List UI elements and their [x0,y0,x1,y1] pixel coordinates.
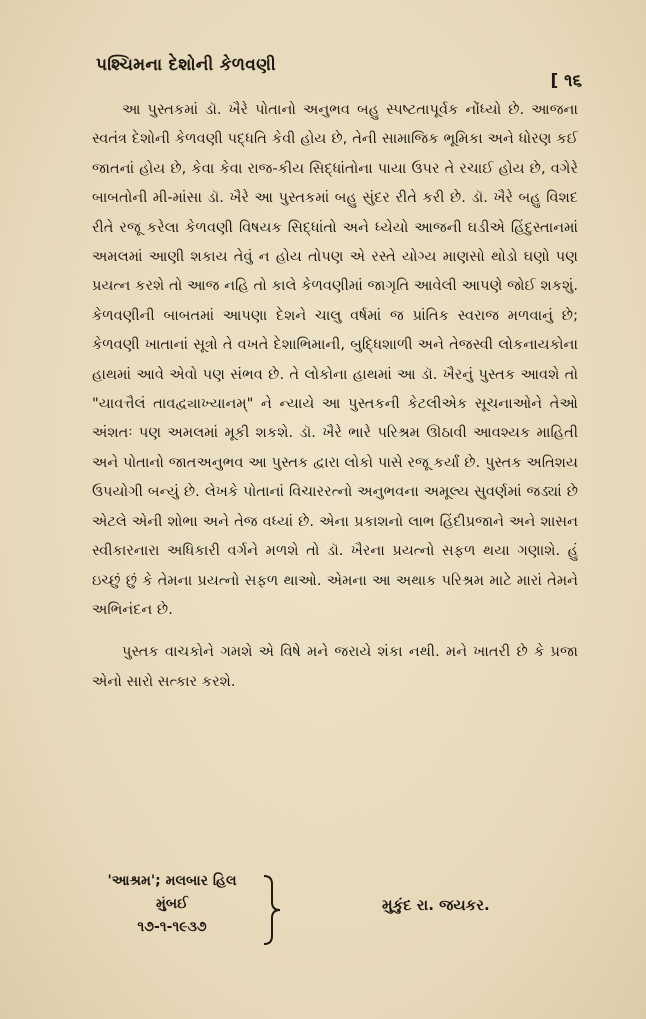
place-city: મુંબઈ [156,896,188,912]
place-date-block [92,870,252,939]
place-address: 'આશ્રમ'; મલબાર હિલ [107,873,237,889]
paragraph-2: પુસ્તક વાચકોને ગમશે એ વિષે મને જરાયે શંકા નથી. મને ખાતરી છે કે પ્રજા એનો સારો સત્કાર કરશે. [92,643,578,690]
curly-brace [260,874,282,946]
running-title: પશ્ચિમના દેશોની કેળવણી [96,55,276,75]
page-footer [92,870,578,960]
paragraph-1: આ પુસ્તકમાં ડૉ. ખૈરે પોતાનો અનુભવ બહુ સ્પષ્ટતાપૂર્વક નોંધ્યો છે. આજના સ્વતંત્ર દેશોની કેળવણી પદ્ધતિ કેવી હોય છે, તેની સામાજિક ભૂમિકા અને ધોરણ કઈ જાતનાં હોય છે, કેવા કેવા રાજ-કીય સિદ્ધાંતોના પાયા ઉપર તે રચાઈ હોય છે, વગેરે બાબતોની મી-માંસા ડૉ. ખૈરે આ પુસ્તકમાં બહુ સુંદર રીતે કરી છે. ડૉ. ખૈરે બહુ વિશદ રીતે રજૂ કરેલા કેળવણી વિષયક સિદ્ધાંતો અને ધ્યેયો આજની ઘડીએ હિંદુસ્તાનમાં અમલમાં આણી શકાય તેવું ન હોય તોપણ એ રસ્તે યોગ્ય માણસો થોડો ઘણો પણ પ્રયત્ન કરશે તો આજ નહિ તો કાલે કેળવણીમાં જાગૃતિ આવેલી આપણે જોઈ શકશું. કેળવણીની બાબતમાં આપણા દેશને ચાલુ વર્ષમાં જ પ્રાંતિક સ્વરાજ મળવાનું છે; કેળવણી ખાતાનાં સૂત્રો તે વખતે દેશાભિમાની, બુદ્ધિશાળી અને તેજસ્વી લોકનાયકોના હાથમાં આવે એવો પણ સંભવ છે. તે લોકોના હાથમાં આ ડૉ. ખૈરનું પુસ્તક આવશે તો "યાવત્તૈલં તાવદ્વ્યાખ્યાનમ્" ને ન્યાયે આ પુસ્તકની કેટલીએક સૂચનાઓને તેઓ અંશતઃ પણ અમલમાં મૂકી શકશે. ડૉ. ખૈરે ભારે પરિશ્રમ ઊઠાવી આવશ્યક માહિતી અને પોતાનો જાતઅનુભવ આ પુસ્તક દ્વારા લોકો પાસે રજૂ કર્યાં છે. પુસ્તક અતિશય ઉપયોગી બન્યું છે. લેખકે પોતાનાં વિચારરત્નો અનુભવના અમૂલ્ય સુવર્ણમાં જડ્યાં છે એટલે એની શોભા અને તેજ વધ્યાં છે. એના પ્રકાશનો લાભ હિંદીપ્રજાને અને શાસન સ્વીકારનારા અધિકારી વર્ગને મળશે તો ડૉ. ખૈરના પ્રયત્નો સફળ થયા ગણાશે. હું ઇચ્છું છું કે તેમના પ્રયત્નો સફળ થાઓ. એમના આ અથાક પરિશ્રમ માટે મારાં તેમને અભિનંદન છે. [92,101,578,618]
page-number: [ ૧૬ [550,71,582,91]
page-header [96,55,582,91]
date-line: ૧૭-૧-૧૯૩૭ [137,919,207,935]
body-text [92,95,578,696]
signature: મુકુંદ રા. જયકર. [382,896,490,914]
